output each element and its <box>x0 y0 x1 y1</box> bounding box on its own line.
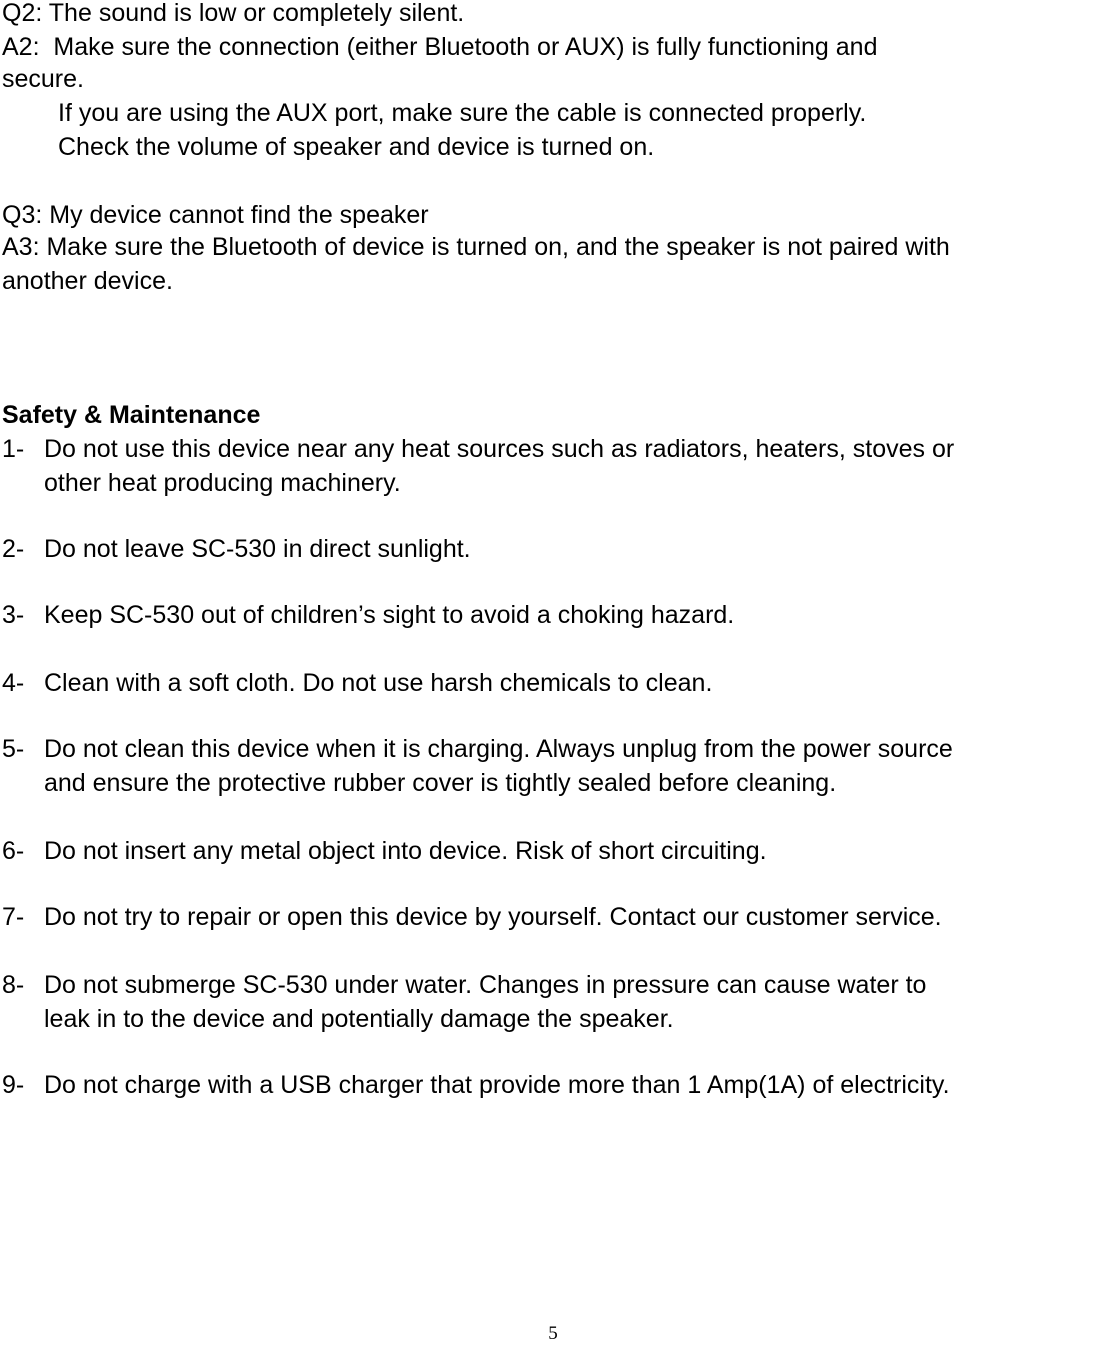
safety-item-number: 2- <box>2 535 25 563</box>
safety-item-text <box>44 666 1106 700</box>
q2-answer-tip1: If you are using the AUX port, make sure the cable is connected properly. <box>58 99 867 127</box>
safety-item-line1: Do not charge with a USB charger that provide more than 1 Amp(1A) of electricity. <box>44 1071 950 1099</box>
safety-item-line1: Do not try to repair or open this device by yourself. Contact our customer service. <box>44 903 942 931</box>
safety-item-number: 5- <box>2 735 25 763</box>
safety-item-line1: Do not submerge SC-530 under water. Changes in pressure can cause water to <box>44 971 927 999</box>
q3-question: Q3: My device cannot find the speaker <box>2 201 429 229</box>
safety-item-number: 8- <box>2 971 25 999</box>
safety-item-text <box>44 432 1106 500</box>
safety-item-line1: Keep SC-530 out of children’s sight to avoid a choking hazard. <box>44 601 735 629</box>
safety-item-number: 3- <box>2 601 25 629</box>
safety-item-line2: other heat producing machinery. <box>44 469 401 497</box>
q2-answer-line1: A2: Make sure the connection (either Bluetooth or AUX) is fully functioning and <box>2 33 878 61</box>
safety-item-text <box>44 532 1106 566</box>
safety-item-number: 9- <box>2 1071 25 1099</box>
safety-item-line2: and ensure the protective rubber cover is tightly sealed before cleaning. <box>44 769 837 797</box>
safety-item-line1: Do not insert any metal object into device. Risk of short circuiting. <box>44 837 767 865</box>
safety-item-number: 1- <box>2 435 25 463</box>
safety-item-text <box>44 1068 1106 1102</box>
safety-item-text <box>44 968 1106 1036</box>
safety-item-text <box>44 598 1106 632</box>
safety-item-text <box>44 732 1106 800</box>
q3-answer-line2: another device. <box>2 267 173 295</box>
safety-item-number: 4- <box>2 669 25 697</box>
q2-question: Q2: The sound is low or completely silent. <box>2 0 465 27</box>
safety-item-text <box>44 834 1106 868</box>
safety-heading: Safety & Maintenance <box>2 401 261 429</box>
q3-answer-line1: A3: Make sure the Bluetooth of device is turned on, and the speaker is not paired with <box>2 233 950 261</box>
safety-item-line1: Do not leave SC-530 in direct sunlight. <box>44 535 471 563</box>
safety-item-number: 6- <box>2 837 25 865</box>
safety-item-line2: leak in to the device and potentially damage the speaker. <box>44 1005 674 1033</box>
safety-item-line1: Do not use this device near any heat sources such as radiators, heaters, stoves or <box>44 435 955 463</box>
q2-answer-tip2: Check the volume of speaker and device is turned on. <box>58 133 655 161</box>
page-number: 5 <box>548 1323 558 1344</box>
safety-item-text <box>44 900 1106 934</box>
safety-item-line1: Do not clean this device when it is charging. Always unplug from the power source <box>44 735 953 763</box>
safety-item-number: 7- <box>2 903 25 931</box>
safety-item-line1: Clean with a soft cloth. Do not use harsh chemicals to clean. <box>44 669 713 697</box>
q2-answer-line2: secure. <box>2 65 84 93</box>
